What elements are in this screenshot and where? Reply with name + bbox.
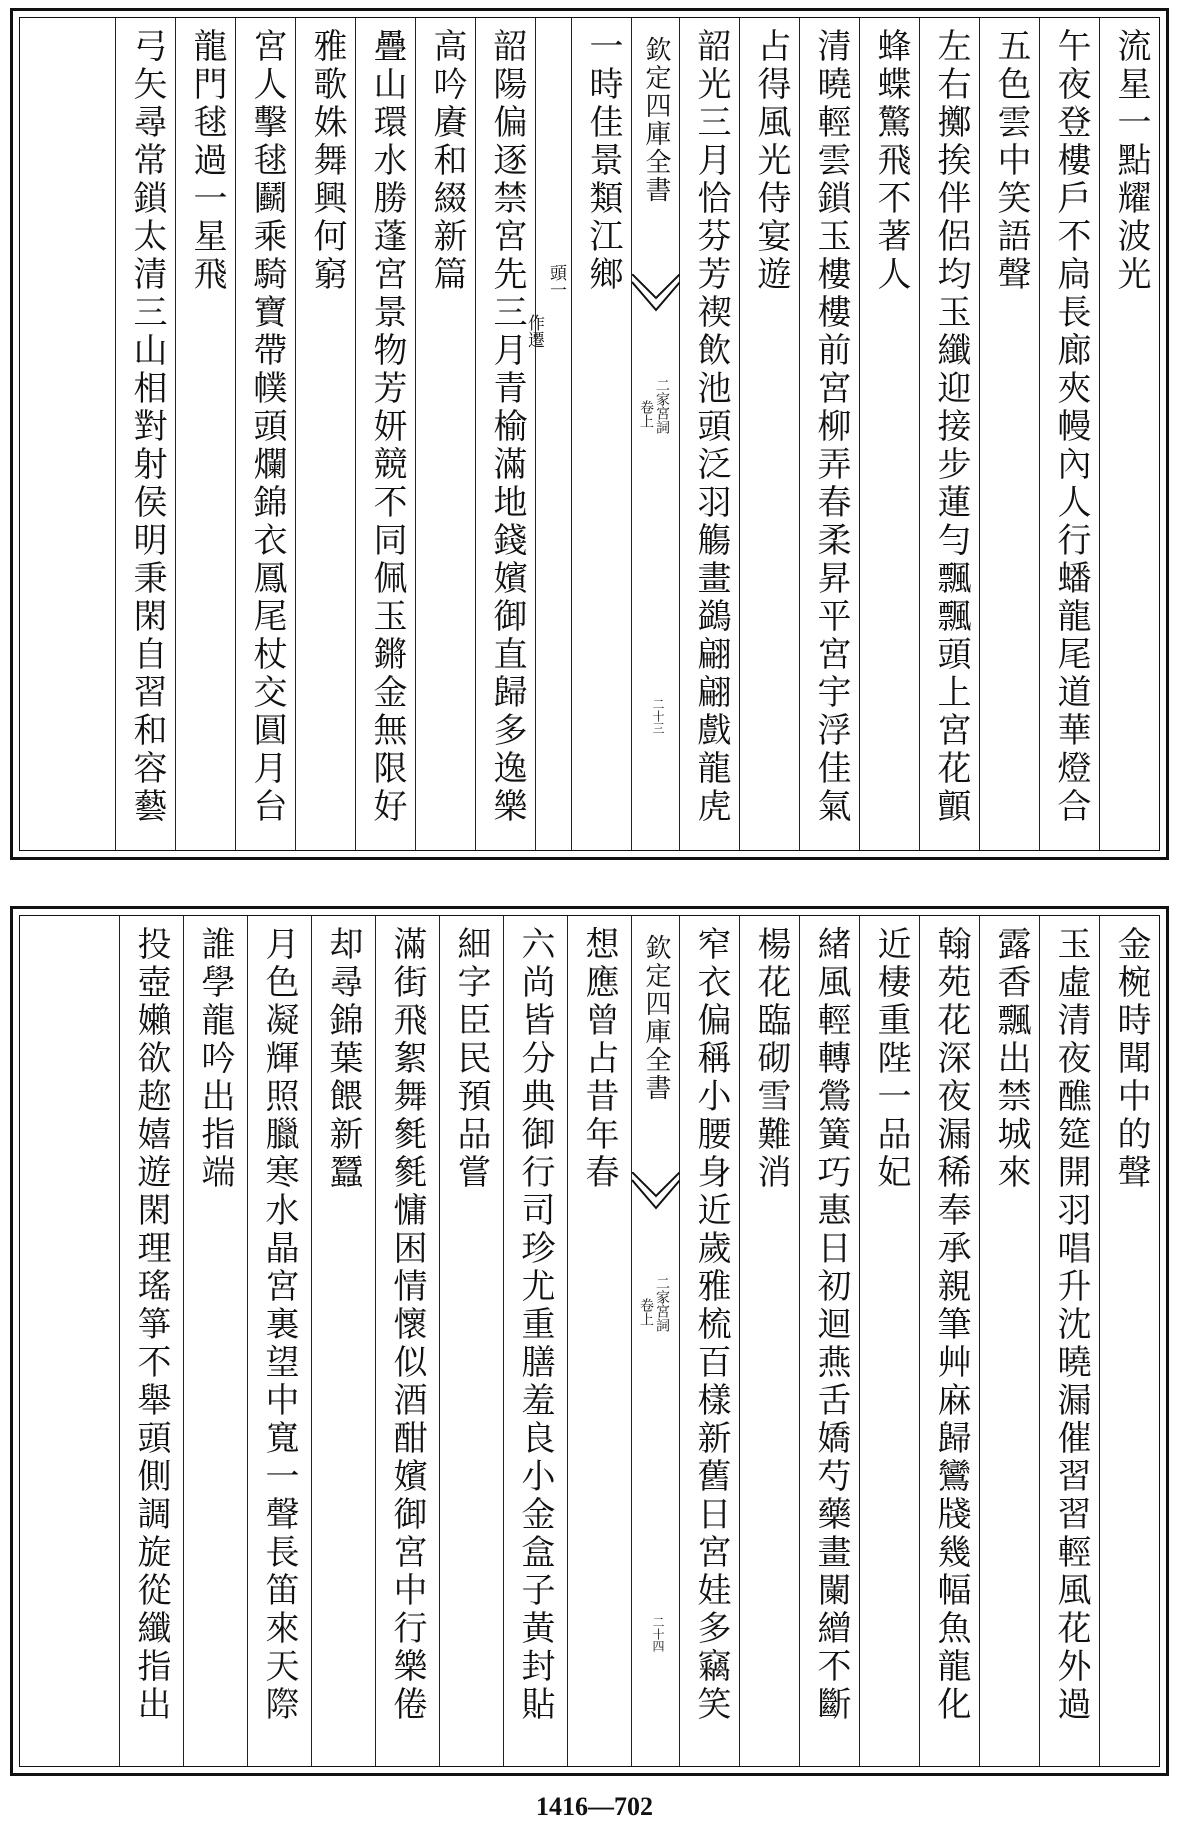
annotation-note: 頭一 (546, 264, 566, 298)
spine-page-number: 二十三 (651, 698, 665, 734)
column-text: 流星一點耀波光 (1111, 28, 1151, 294)
text-column (375, 916, 439, 1766)
column-text: 近棲重陛一品妃 (871, 926, 911, 1192)
top-page-frame (19, 17, 1160, 851)
column-text: 滿街飛絮舞毿毿慵困情懷似酒酣嬪御宮中行樂倦 (387, 926, 427, 1724)
column-text: 露香飄出禁城來 (991, 926, 1031, 1192)
text-column (119, 916, 183, 1766)
bottom-page (10, 906, 1169, 1776)
text-column (919, 916, 979, 1766)
annotation-column (524, 18, 571, 850)
text-column (571, 18, 631, 850)
fish-tail-icon (632, 1172, 680, 1212)
text-column (1039, 916, 1099, 1766)
spine-subtitle: 二家宮詞 (654, 378, 670, 434)
page-spine (631, 916, 679, 1766)
column-text: 金椀時聞中的聲 (1111, 926, 1151, 1192)
text-column (183, 916, 247, 1766)
spine-volume: 卷上 (638, 1298, 654, 1326)
column-text: 午夜登樓戶不扃長廊夾幔內人行蟠龍尾道華燈合 (1051, 28, 1091, 826)
fish-tail-icon (632, 274, 680, 314)
column-text: 清曉輕雲鎖玉樓樓前宮柳弄春柔昇平宮宇浮佳氣 (811, 28, 851, 826)
column-text: 宮人擊毬鬬乘騎寶帶幞頭爛錦衣鳳尾杖交圓月台 (247, 28, 287, 826)
spine-page-number: 二十四 (651, 1616, 665, 1652)
spine-title: 欽定四庫全書 (641, 36, 671, 204)
column-text: 蜂蝶驚飛不著人 (871, 28, 911, 294)
text-column (1099, 18, 1159, 850)
column-text: 翰苑花深夜漏稀奉承親筆艸麻歸鸞牋幾幅魚龍化 (931, 926, 971, 1724)
column-text: 六尚皆分典御行司珍尤重膳羞良小金盒子黃封貼 (515, 926, 555, 1724)
text-column (979, 18, 1039, 850)
text-column (739, 916, 799, 1766)
text-column (799, 916, 859, 1766)
column-text: 玉虛清夜醮筵開羽唱升沈曉漏催習習輕風花外過 (1051, 926, 1091, 1724)
column-text: 五色雲中笑語聲 (991, 28, 1031, 294)
text-column (439, 916, 503, 1766)
annotation-note: 作遷 (524, 314, 544, 348)
column-text: 細字臣民預品嘗 (451, 926, 491, 1192)
text-column (799, 18, 859, 850)
column-text: 龍門毬過一星飛 (187, 28, 227, 294)
text-column (1099, 916, 1159, 1766)
column-text: 占得風光侍宴遊 (751, 28, 791, 294)
top-columns (20, 18, 1159, 850)
text-column (919, 18, 979, 850)
text-column (415, 18, 475, 850)
column-text: 雅歌姝舞興何窮 (307, 28, 347, 294)
top-page (10, 8, 1169, 860)
column-text: 高吟賡和綴新篇 (427, 28, 467, 294)
text-column (679, 916, 739, 1766)
column-text: 窄衣偏稱小腰身近歲雅梳百樣新舊日宮娃多竊笑 (691, 926, 731, 1724)
column-text: 緒風輕轉鶯簧巧惠日初迴燕舌嬌芍藥畫闌繒不斷 (811, 926, 851, 1724)
text-column (979, 916, 1039, 1766)
text-column (295, 18, 355, 850)
text-column (115, 18, 175, 850)
column-text: 誰學龍吟出指端 (195, 926, 235, 1192)
text-column (859, 18, 919, 850)
page-footer-number: 1416—702 (536, 1792, 653, 1821)
bottom-columns (20, 916, 1159, 1766)
text-column (175, 18, 235, 850)
column-text: 弓矢尋常鎖太清三山相對射侯明秉閑自習和容藝 (127, 28, 167, 826)
text-column (475, 18, 535, 850)
page-spine (631, 18, 679, 850)
column-text: 疊山環水勝蓬宮景物芳妍競不同佩玉鏘金無限好 (367, 28, 407, 826)
text-column (1039, 18, 1099, 850)
column-text: 投壺嬾欲趂嬉遊閑理瑤箏不舉頭側調旋從纖指出 (131, 926, 171, 1724)
text-column (247, 916, 311, 1766)
spine-title: 欽定四庫全書 (641, 934, 671, 1102)
text-column (567, 916, 631, 1766)
text-column (859, 916, 919, 1766)
column-text: 左右擲挨伴侶均玉纖迎接步蓮勻飄飄頭上宮花顫 (931, 28, 971, 826)
column-text: 楊花臨砌雪難消 (751, 926, 791, 1192)
text-column (311, 916, 375, 1766)
text-column (235, 18, 295, 850)
text-column (503, 916, 567, 1766)
column-text: 却尋錦葉餵新蠶 (323, 926, 363, 1192)
column-text: 一時佳景類江鄉 (583, 28, 623, 294)
bottom-page-frame (19, 915, 1160, 1767)
text-column (355, 18, 415, 850)
spine-subtitle: 二家宮詞 (654, 1276, 670, 1332)
column-text: 月色凝輝照臘寒水晶宮裏望中寬一聲長笛來天際 (259, 926, 299, 1724)
column-text: 想應曾占昔年春 (579, 926, 619, 1192)
column-text: 韶陽偏逐禁宮先三月青榆滿地錢嬪御直歸多逸樂 (487, 28, 527, 826)
text-column (739, 18, 799, 850)
text-column (679, 18, 739, 850)
spine-volume: 卷上 (638, 400, 654, 428)
column-text: 韶光三月恰芬芳禊飲池頭泛羽觴畫鷁翩翩戲龍虎 (691, 28, 731, 826)
